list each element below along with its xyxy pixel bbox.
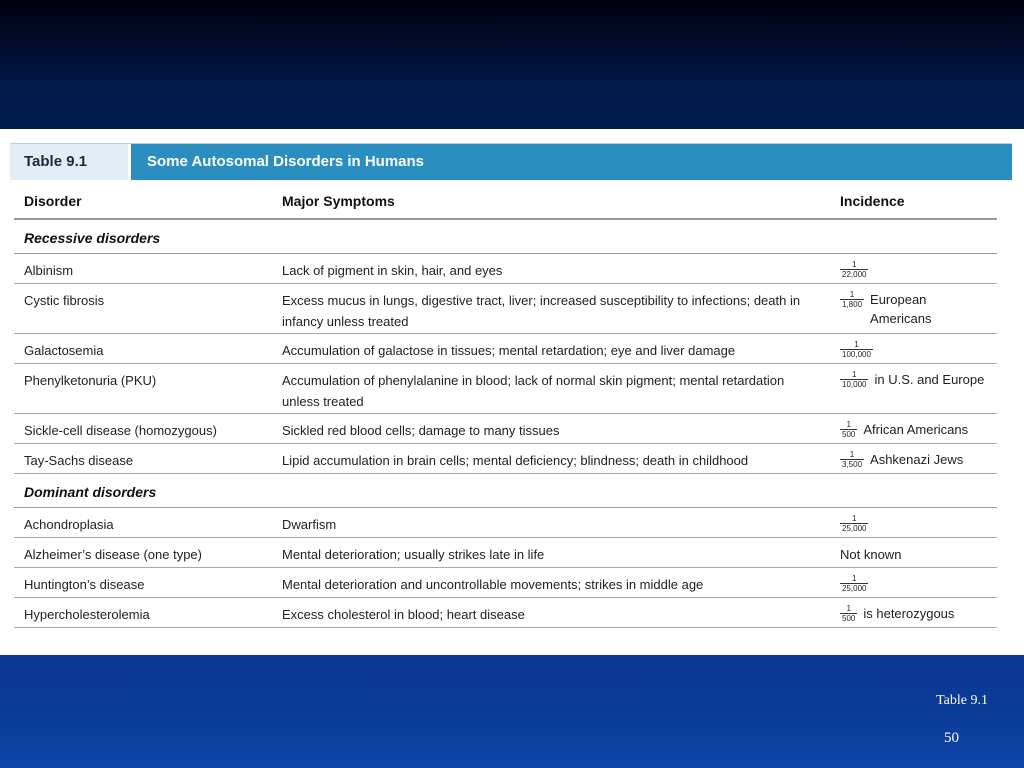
- table-panel: [0, 129, 1024, 655]
- incidence-cell: [840, 512, 868, 533]
- column-header-disorder: Disorder: [24, 193, 82, 209]
- disorder-cell: Alzheimer’s disease (one type): [24, 547, 202, 562]
- incidence-fraction: [840, 370, 868, 389]
- symptoms-cell: Lack of pigment in skin, hair, and eyes: [282, 263, 503, 278]
- fraction-denominator: 500: [842, 614, 856, 623]
- table-row: [14, 414, 997, 444]
- section-row: [14, 474, 997, 508]
- incidence-cell: [840, 258, 868, 279]
- table-row: [14, 508, 997, 538]
- table-header-row: [14, 180, 997, 220]
- column-header-symptoms: Major Symptoms: [282, 193, 395, 209]
- disorders-table: [10, 143, 1012, 628]
- incidence-cell: [840, 542, 901, 565]
- incidence-fraction: [840, 420, 857, 439]
- section-label: Recessive disorders: [24, 230, 161, 246]
- table-row: [14, 254, 997, 284]
- incidence-fraction: [840, 450, 864, 469]
- table-row: [14, 598, 997, 628]
- incidence-fraction: [840, 290, 864, 309]
- incidence-note: is heterozygous: [863, 606, 955, 621]
- incidence-cell: [840, 338, 873, 359]
- symptoms-cell: Mental deterioration and uncontrollable movements; strikes in middle age: [282, 577, 704, 592]
- incidence-cell: [840, 368, 984, 389]
- symptoms-cell: Lipid accumulation in brain cells; mental deficiency; blindness; death in childhood: [282, 453, 749, 468]
- symptoms-cell: Excess cholesterol in blood; heart disease: [282, 607, 525, 622]
- table-row: [14, 444, 997, 474]
- incidence-fraction: [840, 604, 857, 623]
- fraction-denominator: 25,000: [842, 524, 867, 533]
- fraction-denominator: 10,000: [842, 380, 867, 389]
- incidence-fraction: [840, 574, 868, 593]
- fraction-numerator: 1: [854, 340, 859, 349]
- section-row: [14, 220, 997, 254]
- fraction-numerator: 1: [849, 290, 855, 299]
- disorder-cell: Hypercholesterolemia: [24, 607, 150, 622]
- fraction-denominator: 25,000: [842, 584, 867, 593]
- incidence-cell: [840, 288, 950, 328]
- table-number: Table 9.1: [10, 144, 131, 180]
- fraction-numerator: 1: [852, 370, 857, 379]
- fraction-denominator: 100,000: [842, 350, 871, 359]
- table-row: [14, 284, 997, 334]
- incidence-fraction: [840, 340, 873, 359]
- symptoms-cell: Sickled red blood cells; damage to many tissues: [282, 423, 560, 438]
- fraction-numerator: 1: [846, 420, 851, 429]
- disorder-cell: Phenylketonuria (PKU): [24, 373, 157, 388]
- disorder-cell: Cystic fibrosis: [24, 293, 105, 308]
- symptoms-cell: Dwarfism: [282, 517, 337, 532]
- incidence-note: African Americans: [863, 422, 969, 437]
- disorder-cell: Achondroplasia: [24, 517, 114, 532]
- incidence-fraction: [840, 260, 868, 279]
- table-row: [14, 568, 997, 598]
- incidence-note: European Americans: [870, 292, 932, 326]
- symptoms-cell: Excess mucus in lungs, digestive tract, liver; increased susceptibility to infections; death in infancy unless treated: [282, 293, 801, 329]
- fraction-denominator: 500: [842, 430, 856, 439]
- table-row: [14, 364, 997, 414]
- incidence-note: in U.S. and Europe: [874, 372, 985, 387]
- fraction-numerator: 1: [852, 514, 857, 523]
- column-header-incidence: Incidence: [840, 193, 905, 209]
- slide-caption: Table 9.1: [936, 693, 988, 708]
- fraction-denominator: 22,000: [842, 270, 867, 279]
- fraction-numerator: 1: [849, 450, 855, 459]
- fraction-denominator: 1,800: [842, 300, 863, 309]
- table-body: [14, 180, 997, 628]
- table-title: Some Autosomal Disorders in Humans: [147, 153, 425, 170]
- slide-page-number: 50: [944, 730, 959, 746]
- disorder-cell: Sickle-cell disease (homozygous): [24, 423, 217, 438]
- fraction-numerator: 1: [852, 574, 857, 583]
- fraction-numerator: 1: [852, 260, 857, 269]
- table-row: [14, 538, 997, 568]
- incidence-text: Not known: [840, 547, 902, 562]
- disorder-cell: Huntington’s disease: [24, 577, 145, 592]
- table-title-bar: [10, 143, 1012, 180]
- incidence-cell: [840, 602, 954, 623]
- disorder-cell: Tay-Sachs disease: [24, 453, 134, 468]
- disorder-cell: Albinism: [24, 263, 74, 278]
- incidence-note: Ashkenazi Jews: [870, 452, 964, 467]
- incidence-cell: [840, 448, 963, 469]
- symptoms-cell: Accumulation of phenylalanine in blood; lack of normal skin pigment; mental retardation unless treated: [282, 373, 785, 409]
- fraction-numerator: 1: [846, 604, 851, 613]
- section-label: Dominant disorders: [24, 484, 157, 500]
- table-row: [14, 334, 997, 364]
- incidence-fraction: [840, 514, 868, 533]
- incidence-cell: [840, 418, 968, 439]
- symptoms-cell: Accumulation of galactose in tissues; mental retardation; eye and liver damage: [282, 343, 736, 358]
- symptoms-cell: Mental deterioration; usually strikes late in life: [282, 547, 545, 562]
- disorder-cell: Galactosemia: [24, 343, 104, 358]
- incidence-cell: [840, 572, 868, 593]
- fraction-denominator: 3,500: [842, 460, 863, 469]
